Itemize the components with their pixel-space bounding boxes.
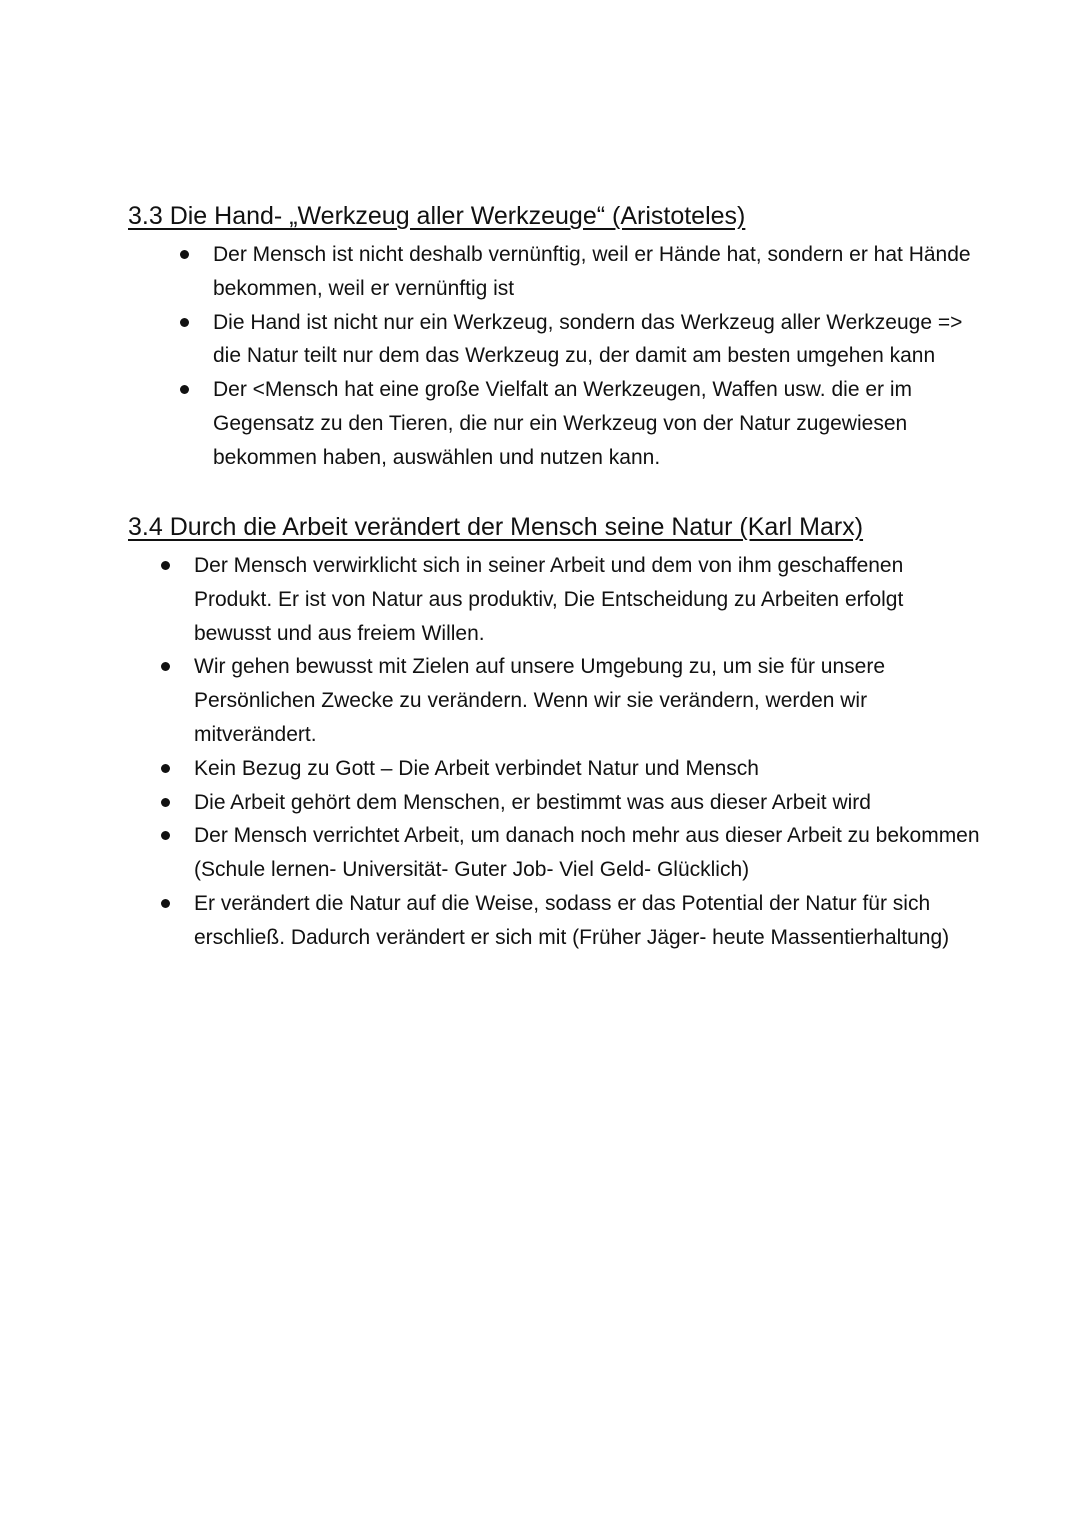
bullet-text: Der Mensch verrichtet Arbeit, um danach noch mehr aus dieser Arbeit zu bekommen (Schule lernen- Universität- Guter Job- Viel Geld- Glücklich) bbox=[194, 824, 980, 882]
bullet-text: Die Arbeit gehört dem Menschen, er bestimmt was aus dieser Arbeit wird bbox=[194, 790, 871, 814]
bullet-dot-icon bbox=[161, 662, 170, 671]
bullet-text: Kein Bezug zu Gott – Die Arbeit verbindet Natur und Mensch bbox=[194, 756, 759, 780]
bullet-list bbox=[194, 549, 984, 955]
section-heading: 3.3 Die Hand- „Werkzeug aller Werkzeuge“ (Aristoteles) bbox=[128, 202, 746, 230]
bullet-text: Der Mensch verwirklicht sich in seiner Arbeit und dem von ihm geschaffenen Produkt. Er ist von Natur aus produktiv, Die Entscheidung zu Arbeiten erfolgt bewusst und aus freiem Willen. bbox=[194, 554, 904, 645]
bullet-dot-icon bbox=[180, 318, 189, 327]
bullet-text: Die Hand ist nicht nur ein Werkzeug, sondern das Werkzeug aller Werkzeuge => die Natur teilt nur dem das Werkzeug zu, der damit am besten umgehen kann bbox=[213, 310, 963, 368]
bullet-dot-icon bbox=[161, 561, 170, 570]
bullet-item bbox=[213, 306, 973, 374]
bullet-dot-icon bbox=[161, 764, 170, 773]
bullet-item bbox=[194, 887, 984, 955]
bullet-item bbox=[194, 650, 984, 751]
bullet-dot-icon bbox=[161, 798, 170, 807]
bullet-item bbox=[213, 373, 973, 474]
bullet-dot-icon bbox=[180, 250, 189, 259]
bullet-item bbox=[194, 752, 984, 786]
bullet-item bbox=[213, 238, 973, 306]
bullet-item bbox=[194, 819, 984, 887]
bullet-item bbox=[194, 549, 984, 650]
bullet-dot-icon bbox=[161, 899, 170, 908]
bullet-text: Der Mensch ist nicht deshalb vernünftig, weil er Hände hat, sondern er hat Hände bekommen, weil er vernünftig ist bbox=[213, 243, 971, 300]
bullet-text: Der <Mensch hat eine große Vielfalt an Werkzeugen, Waffen usw. die er im Gegensatz zu den Tieren, die nur ein Werkzeug von der Natur zugewiesen bekommen haben, auswählen und nutzen kann. bbox=[213, 378, 912, 469]
bullet-text: Er verändert die Natur auf die Weise, sodass er das Potential der Natur für sich erschließ. Dadurch verändert er sich mit (Früher Jäger- heute Massentierhaltung) bbox=[194, 891, 950, 949]
bullet-item bbox=[194, 786, 984, 820]
section-heading: 3.4 Durch die Arbeit verändert der Mensch seine Natur (Karl Marx) bbox=[128, 513, 864, 541]
bullet-dot-icon bbox=[161, 831, 170, 840]
bullet-dot-icon bbox=[180, 385, 189, 394]
bullet-text: Wir gehen bewusst mit Zielen auf unsere Umgebung zu, um sie für unsere Persönlichen Zwecke zu verändern. Wenn wir sie verändern, werden wir mitverändert. bbox=[194, 655, 886, 746]
bullet-list bbox=[213, 238, 973, 475]
